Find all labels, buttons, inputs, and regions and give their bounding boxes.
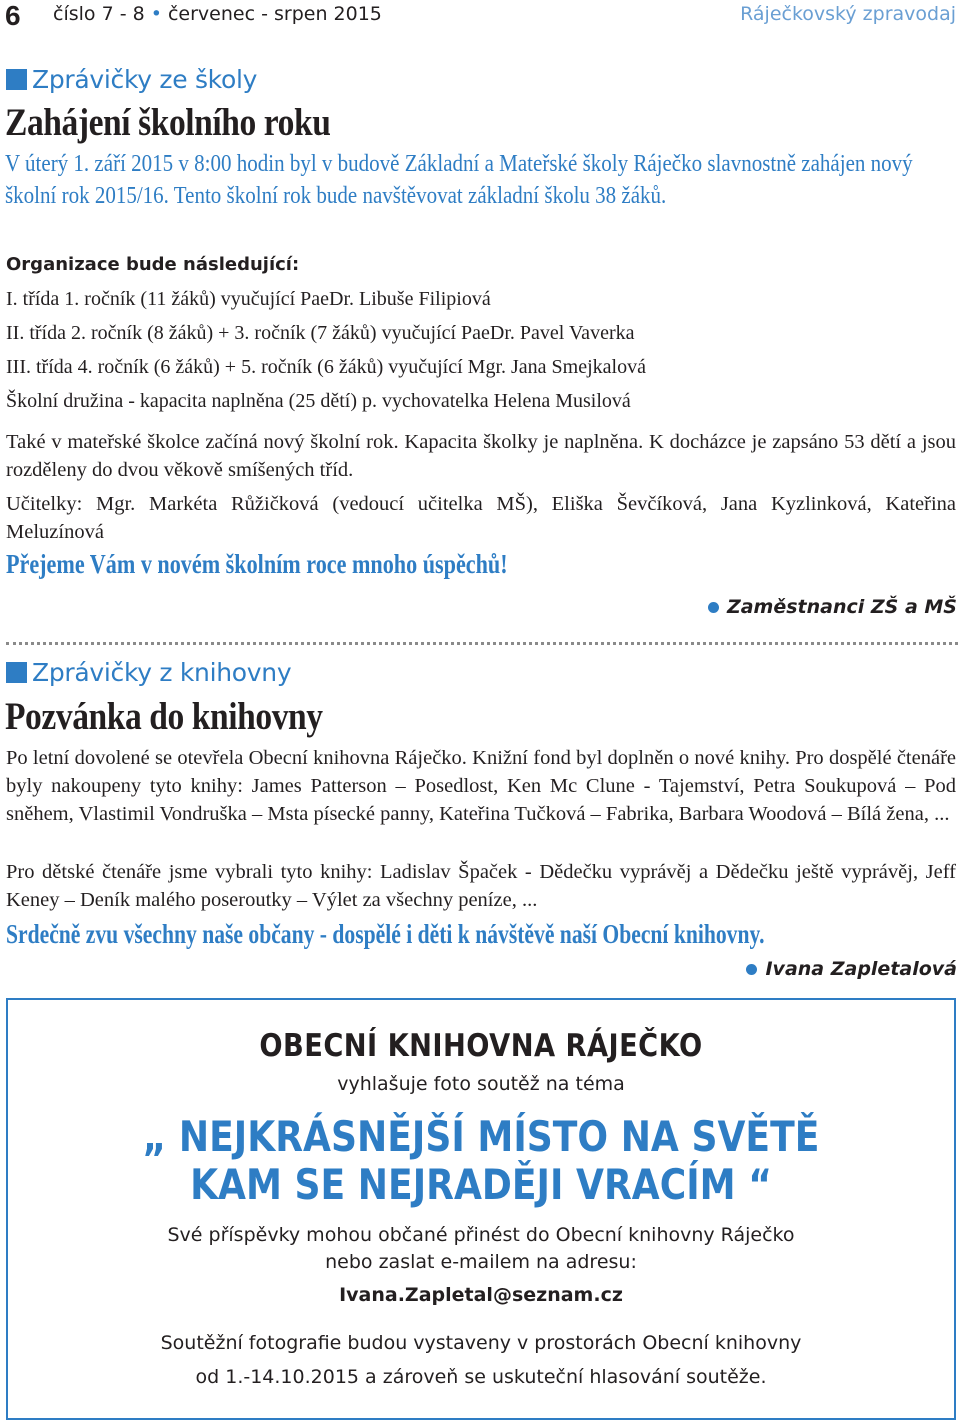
organization-heading: Organizace bude následující: — [6, 254, 300, 275]
kindergarten-text: Také v mateřské školce začíná nový školní rok. Kapacita školky je naplněna. K docházce je zapsáno 53 dětí a jsou rozděleny do dvou věkově smíšených tříd. — [6, 431, 956, 481]
contest-exhibit-line2: od 1.-14.10.2015 a zároveň se uskuteční hlasování soutěže. — [195, 1366, 767, 1388]
teachers-text: Učitelky: Mgr. Markéta Růžičková (vedoucí učitelka MŠ), Eliška Ševčíková, Jana Kyzlinková, Kateřina Meluzínová — [6, 493, 956, 543]
contest-announces: vyhlašuje foto soutěž na téma — [337, 1073, 625, 1095]
issue-date: červenec - srpen 2015 — [167, 3, 382, 25]
bullet-icon: • — [150, 3, 168, 25]
dotted-divider — [6, 642, 958, 645]
wish-text: Přejeme Vám v novém školním roce mnoho úspěchů! — [6, 549, 508, 579]
class-line: III. třída 4. ročník (6 žáků) + 5. ročník (6 žáků) vyučující Mgr. Jana Smejkalová — [6, 356, 646, 378]
signature-library — [746, 958, 957, 980]
bullet-icon — [708, 602, 719, 613]
issue-number: číslo 7 - 8 — [53, 3, 145, 25]
contest-theme-line2: KAM SE NEJRADĚJI VRACÍM “ — [190, 1160, 772, 1209]
square-icon — [6, 69, 27, 90]
section-label: Zprávičky z knihovny — [32, 657, 292, 687]
class-line: II. třída 2. ročník (8 žáků) + 3. ročník (7 žáků) vyučující PaeDr. Pavel Vaverka — [6, 322, 635, 344]
contest-submit-line1: Své příspěvky mohou občané přinést do Obecní knihovny Ráječko — [167, 1224, 795, 1246]
page-header — [0, 0, 960, 32]
section-label: Zprávičky ze školy — [32, 64, 258, 94]
contest-email[interactable]: Ivana.Zapletal@seznam.cz — [339, 1284, 623, 1306]
article-title: Zahájení školního roku — [5, 101, 331, 144]
signature-text: Ivana Zapletalová — [765, 958, 957, 980]
signature-school — [708, 596, 957, 618]
contest-exhibit-line1: Soutěžní fotografie budou vystaveny v prostorách Obecní knihovny — [160, 1332, 802, 1354]
article-intro: V úterý 1. září 2015 v 8:00 hodin byl v budově Základní a Mateřské školy Ráječko slavnostně zahájen nový školní rok 2015/16. Tento školní rok bude navštěvovat základní školu 38 žáků. — [5, 151, 913, 209]
section-header-school — [6, 64, 257, 94]
class-line: I. třída 1. ročník (11 žáků) vyučující PaeDr. Libuše Filipiová — [6, 288, 491, 310]
issue-info — [53, 3, 382, 25]
newsletter-name: Ráječkovský zpravodaj — [740, 3, 956, 25]
bullet-icon — [746, 964, 757, 975]
signature-text: Zaměstnanci ZŠ a MŠ — [726, 596, 957, 618]
square-icon — [6, 662, 27, 683]
page-number: 6 — [5, 0, 21, 31]
contest-theme-line1: „ NEJKRÁSNĚJŠÍ MÍSTO NA SVĚTĚ — [142, 1112, 820, 1161]
contest-box — [6, 998, 956, 1420]
contest-organizer: OBECNÍ KNIHOVNA RÁJEČKO — [259, 1028, 703, 1064]
section-header-library — [6, 657, 291, 687]
library-adults-text: Po letní dovolené se otevřela Obecní knihovna Ráječko. Knižní fond byl doplněn o nové knihy. Pro dospělé čtenáře byly nakoupeny tyto knihy: James Patterson – Posedlost, Ken Mc Clune - Tajemství, Petra Soukupová – Pod sněhem, Vlastimil Vondruška – Msta písecké panny, Kateřina Tučková – Fabrika, Barbara Woodová – Bílá žena, ... — [6, 747, 956, 825]
class-line: Školní družina - kapacita naplněna (25 dětí) p. vychovatelka Helena Musilová — [6, 390, 631, 412]
library-children-text: Pro dětské čtenáře jsme vybrali tyto knihy: Ladislav Špaček - Dědečku vyprávěj a Dědečku ještě vyprávěj, Jeff Keney – Deník malého poseroutky – Výlet za všechny peníze, ... — [6, 861, 956, 911]
contest-submit-line2: nebo zaslat e-mailem na adresu: — [325, 1251, 637, 1273]
library-invite-text: Srdečně zvu všechny naše občany - dospělé i děti k návštěvě naší Obecní knihovny. — [6, 919, 765, 949]
article-title: Pozvánka do knihovny — [5, 695, 323, 738]
